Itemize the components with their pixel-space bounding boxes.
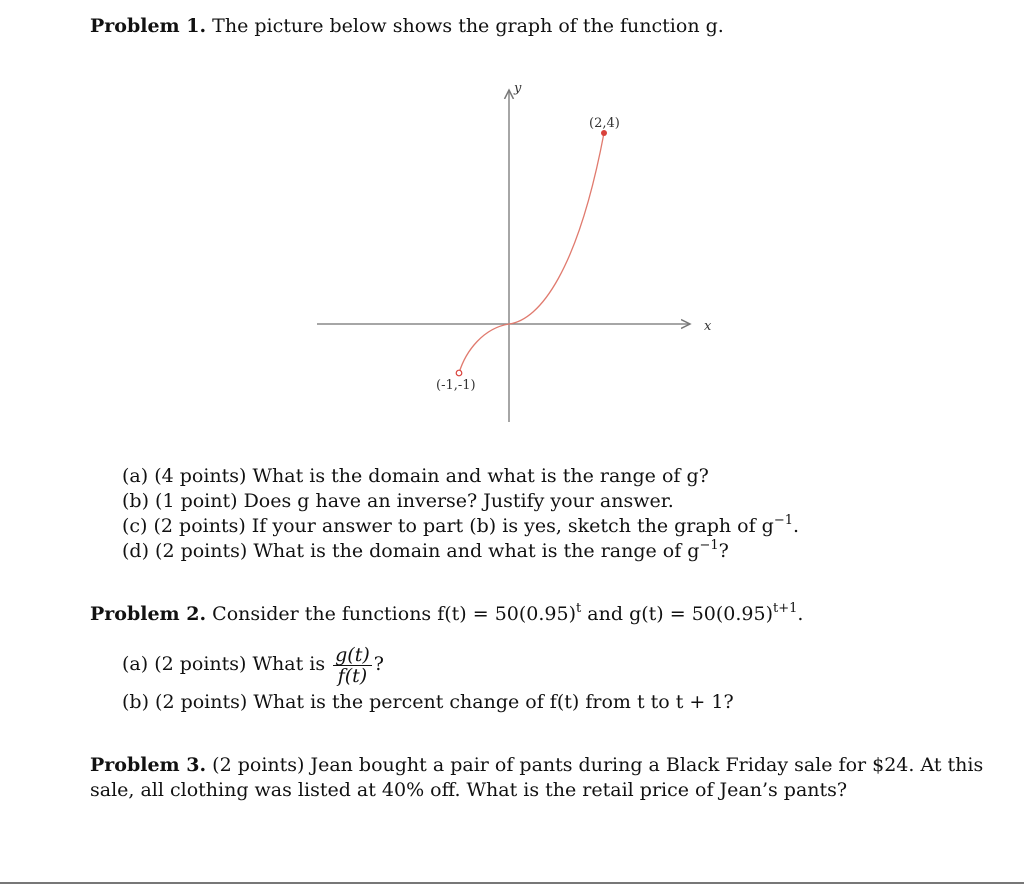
point-bottom-label: (-1,-1) bbox=[436, 378, 476, 393]
problem3-label: Problem 3. bbox=[90, 754, 207, 776]
problem1-part-c-text: (c) (2 points) If your answer to part (b) is yes, sketch the graph of g bbox=[122, 515, 774, 537]
problem2-text-a: Consider the functions f(t) = 50(0.95) bbox=[212, 603, 577, 625]
problem2-label: Problem 2. bbox=[90, 603, 207, 625]
problem2-part-a bbox=[122, 642, 384, 686]
bottom-divider bbox=[0, 882, 1024, 884]
problem3-text-line1: (2 points) Jean bought a pair of pants during a Black Friday sale for $24. At this bbox=[212, 754, 984, 776]
problem2-part-b: (b) (2 points) What is the percent change of f(t) from t to t + 1? bbox=[122, 691, 734, 713]
problem2-part-a-prefix: (a) (2 points) What is bbox=[122, 653, 326, 675]
exponent-t: t bbox=[576, 601, 582, 616]
problem1-part-c: (c) (2 points) If your answer to part (b) is yes, sketch the graph of $g^{-1}$. bbox=[122, 513, 800, 537]
problem3-line2: sale, all clothing was listed at 40% off. What is the retail price of Jean’s pants? bbox=[90, 779, 848, 801]
open-endpoint bbox=[456, 370, 462, 376]
fraction-denominator: f(t) bbox=[337, 664, 368, 687]
problem2-text-b: and g(t) = 50(0.95) bbox=[581, 603, 774, 625]
problem3-line1 bbox=[90, 753, 983, 777]
point-top-label: (2,4) bbox=[589, 116, 620, 131]
fraction-numerator: g(t) bbox=[335, 643, 370, 666]
problem1-label: Problem 1. bbox=[90, 15, 207, 37]
function-curve bbox=[459, 133, 604, 373]
problem1-text: The picture below shows the graph of the function g. bbox=[212, 15, 724, 37]
problem1-heading bbox=[90, 14, 724, 38]
fraction-g-over-f bbox=[333, 645, 372, 686]
problem1-part-b: (b) (1 point) Does g have an inverse? Justify your answer. bbox=[122, 490, 674, 512]
problem2-heading: Problem 2. Consider the functions $f(t) = 50(0.95)^t$ and $g(t) = 50(0.95)^{t+1}$. bbox=[90, 601, 804, 625]
y-axis-label: y bbox=[514, 81, 522, 96]
inverse-exponent: −1 bbox=[699, 538, 719, 553]
problem1-part-a: (a) (4 points) What is the domain and what is the range of g? bbox=[122, 465, 709, 487]
inverse-exponent: −1 bbox=[773, 513, 793, 528]
exponent-t-plus-1: t+1 bbox=[773, 601, 798, 616]
function-g-graph bbox=[300, 70, 740, 430]
problem1-part-d: (d) (2 points) What is the domain and what is the range of $g^{-1}$? bbox=[122, 538, 729, 562]
problem2-part-a-suffix: ? bbox=[373, 653, 384, 675]
x-axis-label: x bbox=[704, 319, 712, 334]
problem1-part-d-text: (d) (2 points) What is the domain and what is the range of g bbox=[122, 540, 700, 562]
